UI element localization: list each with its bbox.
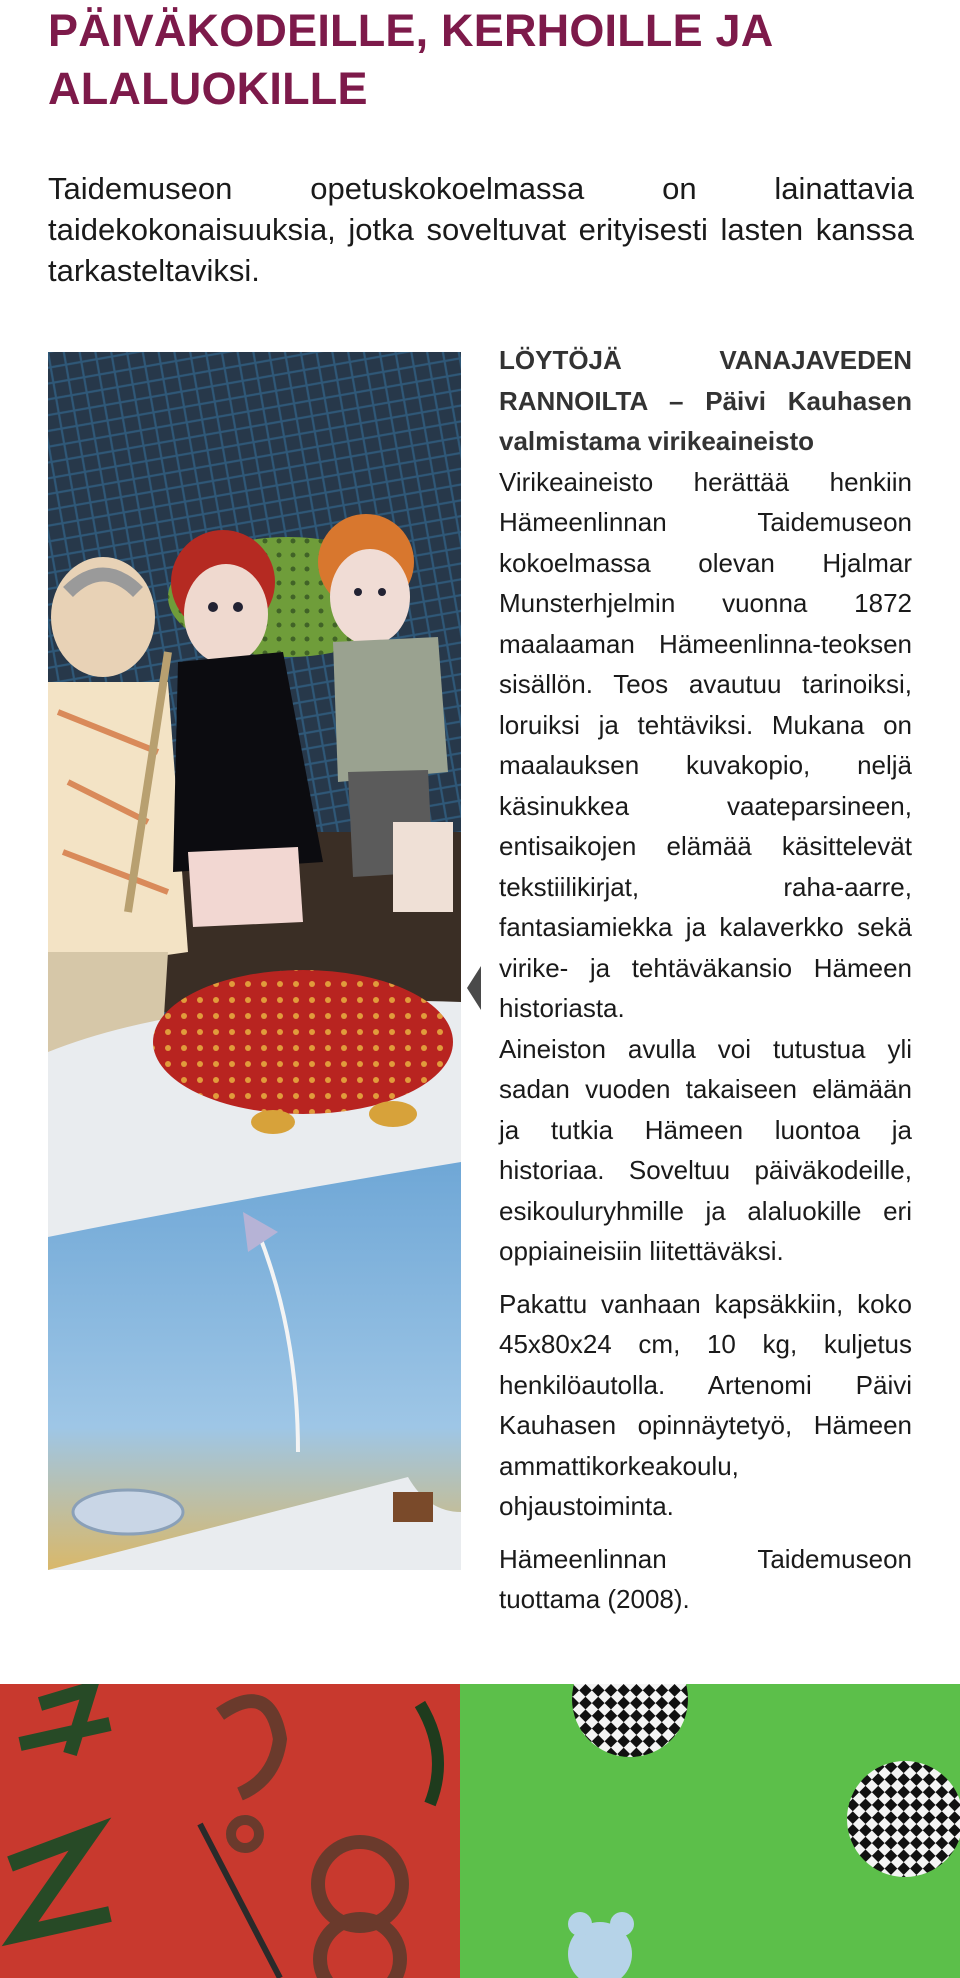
article-column — [499, 340, 912, 1620]
article-paragraph: Virikeaineisto herättää henkiin Hämeenlinnan Taidemuseon kokoelmassa olevan Hjalmar Munsterhjelmin vuonna 1872 maalaaman Hämeenlinna-teoksen sisällön. Teos avautuu tarinoiksi, loruiksi ja tehtäviksi. Mukana on maalauksen kuvakopio, neljä käsinukkea vaateparsineen, entisaikojen elämää käsittelevät tekstiilikirjat, raha-aarre, fantasiamiekka ja kalaverkko sekä virike- ja tehtäväkansio Hämeen historiasta. — [499, 466, 912, 1023]
intro-paragraph: Taidemuseon opetuskokoelmassa on lainattavia taidekokonaisuuksia, jotka soveltuvat erityisesti lasten kanssa tarkasteltaviksi. — [48, 171, 914, 288]
article-paragraph: Hämeenlinnan Taidemuseon tuottama (2008). — [499, 1543, 912, 1614]
textile-photo-band — [0, 1684, 960, 1978]
article-heading — [499, 340, 912, 462]
caption-pointer-icon — [467, 966, 481, 1010]
page-title: PÄIVÄKODEILLE, KERHOILLE JA ALALUOKILLE — [48, 5, 772, 114]
article-paragraph: Aineiston avulla voi tutustua yli sadan vuoden takaiseen elämään ja tutkia Hämeen luontoa ja historiaa. Soveltuu päiväkodeille, esikouluryhmille ja alaluokille eri oppiaineisiin liitettäväksi. — [499, 1033, 912, 1266]
hand-puppets-photo — [48, 352, 461, 1570]
article-heading-text: LÖYTÖJÄ VANAJAVEDEN RANNOILTA – Päivi Kauhasen valmistama virikeaineisto — [499, 345, 912, 456]
article-paragraph: Pakattu vanhaan kapsäkkiin, koko 45x80x24 cm, 10 kg, kuljetus henkilöautolla. Artenomi Päivi Kauhasen opinnäytetyö, Hämeen ammattikorkeakoulu, ohjaustoiminta. — [499, 1288, 912, 1521]
